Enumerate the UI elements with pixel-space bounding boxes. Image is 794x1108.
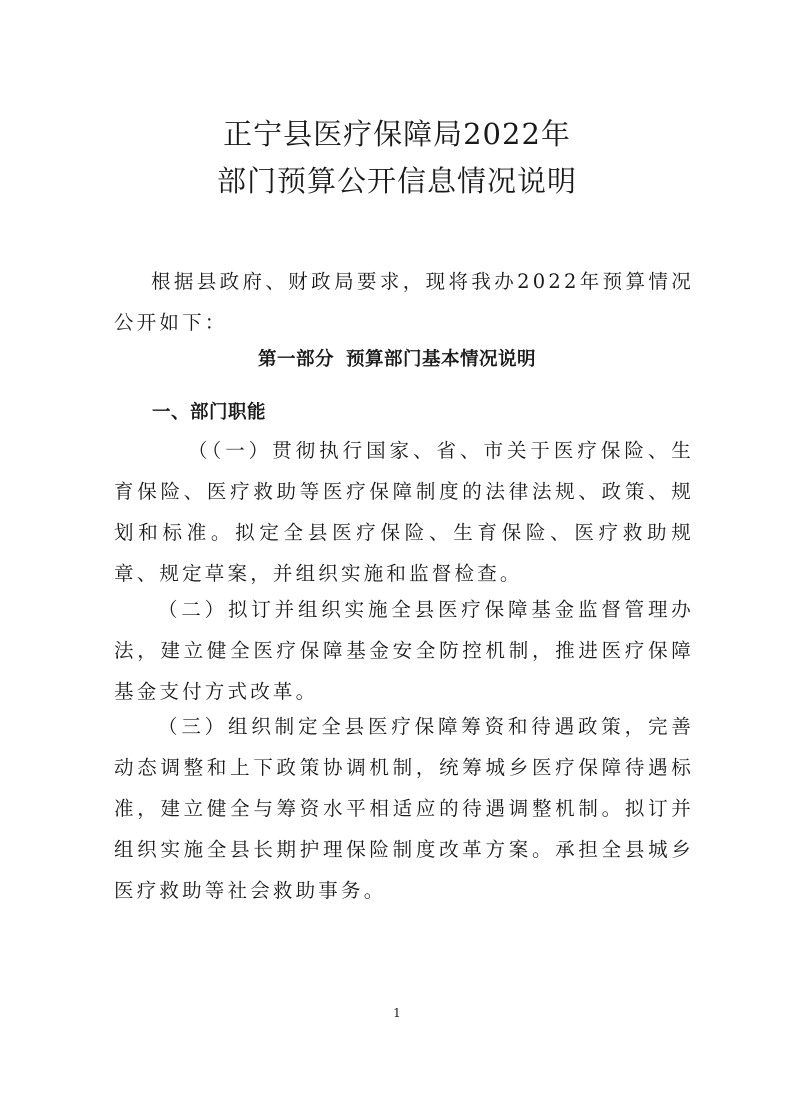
section-heading-department-functions: 一、部门职能 (152, 402, 267, 423)
page-number: 1 (393, 1006, 401, 1020)
function-item-3: （三）组织制定全县医疗保障筹资和待遇政策，完善动态调整和上下政策协调机制，统筹城乡医疗保障待遇标准，建立健全与筹资水平相适应的待遇调整机制。拟订并组织实施全县长期护理保险制度改革方案。承担全县城乡医疗救助等社会救助事务。 (114, 715, 694, 902)
function-item-2: （二）拟订并组织实施全县医疗保障基金监督管理办法，建立健全医疗保障基金安全防控机制，推进医疗保障基金支付方式改革。 (114, 598, 694, 703)
part-name: 预算部门基本情况说明 (346, 349, 537, 370)
intro-paragraph: 根据县政府、财政局要求，现将我办2022年预算情况公开如下： (114, 270, 694, 334)
part-label: 第一部分 (257, 349, 334, 370)
part-heading (0, 345, 794, 375)
function-item-1: （（一）贯彻执行国家、省、市关于医疗保险、生育保险、医疗救助等医疗保障制度的法律法规、政策、规划和标准。拟定全县医疗保险、生育保险、医疗救助规章、规定草案，并组织实施和监督检查。 (114, 439, 694, 585)
document-title-line-1: 正宁县医疗保障局2022年 (223, 117, 571, 151)
document-title-line-2: 部门预算公开信息情况说明 (216, 164, 577, 198)
